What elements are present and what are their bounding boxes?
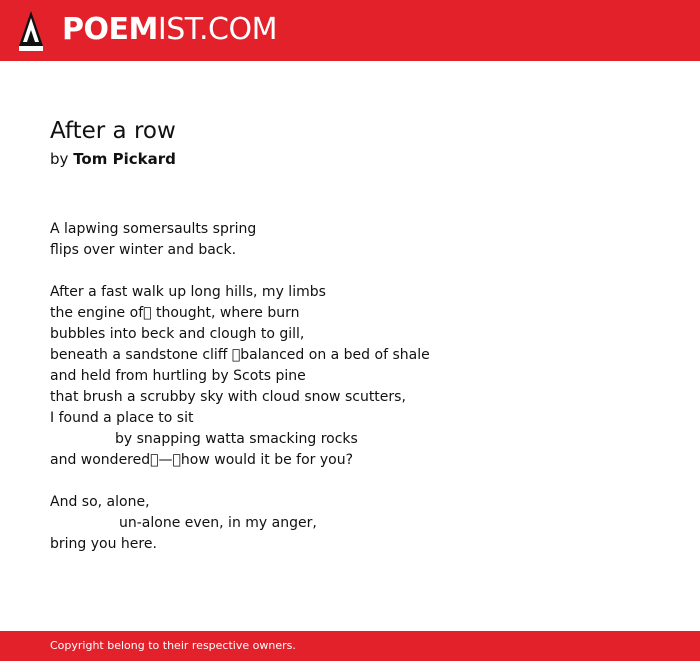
copyright-text: Copyright belong to their respective owners. <box>50 639 296 652</box>
poem-line: beneath a sandstone cliff  balanced on a bed of shale <box>50 347 430 363</box>
pencil-tip-icon[interactable] <box>18 10 44 52</box>
poem-line <box>50 261 670 282</box>
poem-byline <box>50 148 176 170</box>
byline-prefix: by <box>50 150 69 168</box>
poem-line: bubbles into beck and clough to gill, <box>50 326 305 342</box>
poem-line: A lapwing somersaults spring <box>50 221 257 237</box>
poem-line: un-alone even, in my anger, <box>119 515 317 531</box>
poem-line: and wondered — how would it be for you? <box>50 452 354 468</box>
poem-line: by snapping watta smacking rocks <box>115 431 358 447</box>
logo-light-text: IST.COM <box>157 12 277 47</box>
poem-title: After a row <box>50 118 176 144</box>
poem-line: and held from hurtling by Scots pine <box>50 368 306 384</box>
poem-line: that brush a scrubby sky with cloud snow scutters, <box>50 389 406 405</box>
poem-line: flips over winter and back. <box>50 242 237 258</box>
logo-bold-text: POEM <box>62 12 158 47</box>
poem-line: After a fast walk up long hills, my limbs <box>50 284 326 300</box>
poem-line <box>50 471 670 492</box>
poem-body <box>50 219 670 555</box>
poem-line: I found a place to sit <box>50 410 194 426</box>
poem-line: bring you here. <box>50 536 157 552</box>
poem-line: the engine of  thought, where burn <box>50 305 300 321</box>
site-logo[interactable] <box>62 10 277 50</box>
site-footer <box>0 631 700 661</box>
site-header <box>0 0 700 61</box>
poem-line: And so, alone, <box>50 494 150 510</box>
poem-author: Tom Pickard <box>73 150 176 168</box>
